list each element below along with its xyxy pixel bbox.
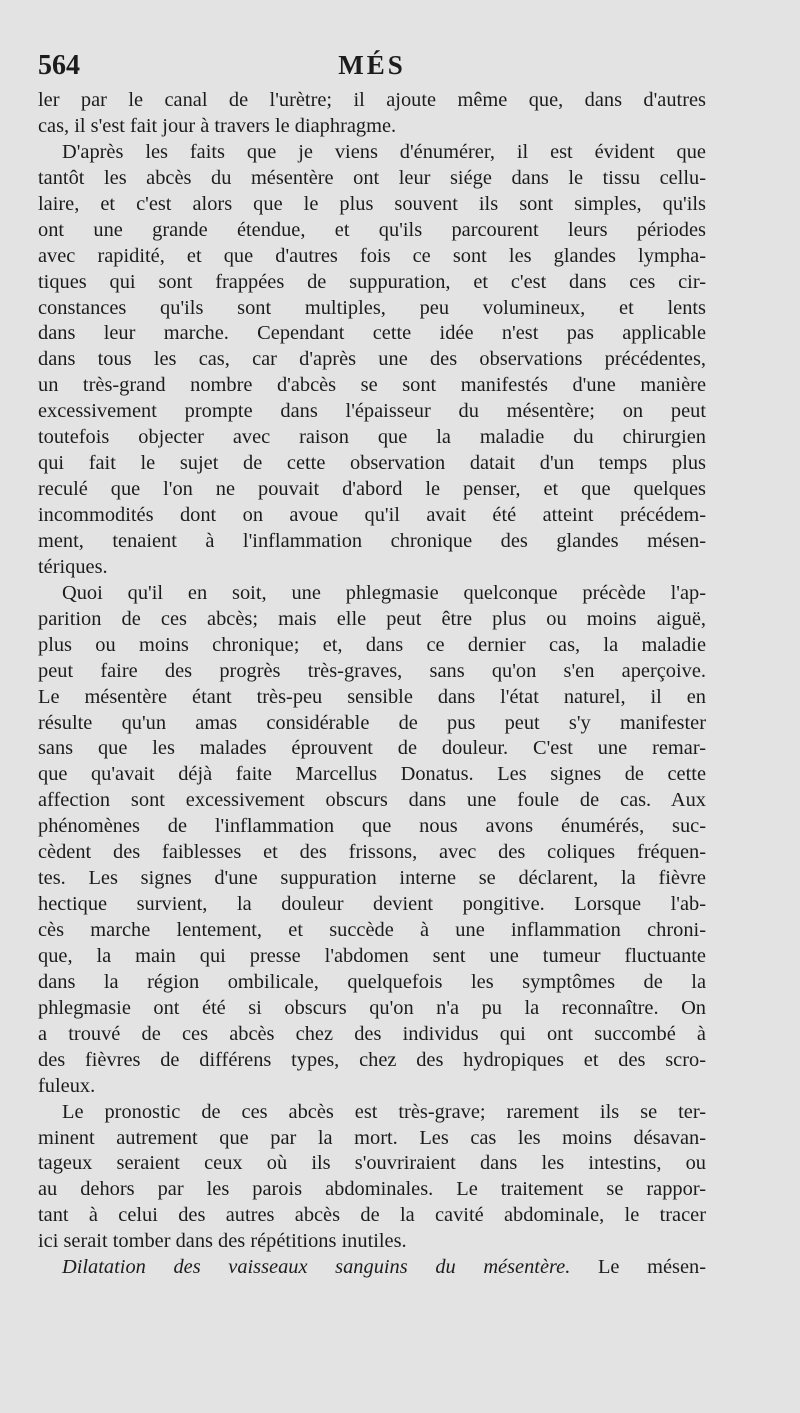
text-line: minent autrement que par la mort. Les cas les moins désavan- xyxy=(38,1126,706,1149)
text-line: phlegmasie ont été si obscurs qu'on n'a pu la reconnaître. On xyxy=(38,996,706,1019)
text-line: plus ou moins chronique; et, dans ce dernier cas, la maladie xyxy=(38,633,706,656)
text-line: ont une grande étendue, et qu'ils parcourent leurs périodes xyxy=(38,218,706,241)
text-line: fuleux. xyxy=(38,1074,96,1097)
running-head: MÉS xyxy=(338,50,406,80)
text-fragment: Le mésen- xyxy=(570,1256,706,1279)
text-line: cas, il s'est fait jour à travers le diaphragme. xyxy=(38,114,397,137)
text-line: affection sont excessivement obscurs dans une foule de cas. Aux xyxy=(38,789,706,812)
text-line: que qu'avait déjà faite Marcellus Donatus. Les signes de cette xyxy=(38,763,706,786)
text-line: tantôt les abcès du mésentère ont leur siége dans le tissu cellu- xyxy=(38,166,706,189)
body-text xyxy=(38,88,706,1281)
text-line: résulte qu'un amas considérable de pus peut s'y manifester xyxy=(38,711,706,734)
text-line: ici serait tomber dans des répétitions inutiles. xyxy=(38,1230,407,1253)
text-line: un très-grand nombre d'abcès se sont manifestés d'une manière xyxy=(38,374,706,397)
text-line: ment, tenaient à l'inflammation chronique des glandes mésen- xyxy=(38,529,706,552)
page-header xyxy=(38,50,706,90)
text-line: sans que les malades éprouvent de douleur. C'est une remar- xyxy=(38,737,706,760)
text-line: dans leur marche. Cependant cette idée n'est pas applicable xyxy=(38,322,706,345)
section-heading: Dilatation des vaisseaux sanguins du mésentère. xyxy=(62,1256,571,1279)
text-line xyxy=(38,1255,706,1281)
text-line: tes. Les signes d'une suppuration interne se déclarent, la fièvre xyxy=(38,867,706,890)
text-line: tant à celui des autres abcès de la cavité abdominale, le tracer xyxy=(38,1204,706,1227)
text-line: dans tous les cas, car d'après une des observations précédentes, xyxy=(38,348,706,371)
text-line: parition de ces abcès; mais elle peut être plus ou moins aiguë, xyxy=(38,607,706,630)
text-line: reculé que l'on ne pouvait d'abord le penser, et que quelques xyxy=(38,478,706,501)
text-line: dans la région ombilicale, quelquefois les symptômes de la xyxy=(38,970,706,993)
text-line: cès marche lentement, et succède à une inflammation chroni- xyxy=(38,919,706,941)
text-line: Quoi qu'il en soit, une phlegmasie quelconque précède l'ap- xyxy=(62,581,706,604)
text-line: tériques. xyxy=(38,555,108,578)
text-line: constances qu'ils sont multiples, peu volumineux, et lents xyxy=(38,296,706,319)
text-line: que, la main qui presse l'abdomen sent une tumeur fluctuante xyxy=(38,944,706,967)
text-line: incommodités dont on avoue qu'il avait été atteint précédem- xyxy=(38,504,706,526)
text-line: ler par le canal de l'urètre; il ajoute même que, dans d'autres xyxy=(38,89,706,111)
text-line: peut faire des progrès très-graves, sans qu'on s'en aperçoive. xyxy=(38,659,706,682)
page-number: 564 xyxy=(38,50,80,81)
text-line: tiques qui sont frappées de suppuration, et c'est dans ces cir- xyxy=(38,270,706,293)
text-line: qui fait le sujet de cette observation datait d'un temps plus xyxy=(38,452,706,475)
text-line: tageux seraient ceux où ils s'ouvriraient dans les intestins, ou xyxy=(38,1152,706,1175)
text-line: Le mésentère étant très-peu sensible dans l'état naturel, il en xyxy=(38,685,706,708)
text-line: cèdent des faiblesses et des frissons, avec des coliques fréquen- xyxy=(38,841,706,864)
text-line: Le pronostic de ces abcès est très-grave; rarement ils se ter- xyxy=(62,1100,706,1123)
text-line: phénomènes de l'inflammation que nous avons énumérés, suc- xyxy=(38,815,706,838)
text-line: toutefois objecter avec raison que la maladie du chirurgien xyxy=(38,426,706,449)
text-line: excessivement prompte dans l'épaisseur du mésentère; on peut xyxy=(38,400,706,423)
text-line: des fièvres de différens types, chez des hydropiques et des scro- xyxy=(38,1048,706,1071)
text-line: a trouvé de ces abcès chez des individus qui ont succombé à xyxy=(38,1022,706,1045)
text-line: au dehors par les parois abdominales. Le traitement se rappor- xyxy=(38,1178,706,1201)
text-line: D'après les faits que je viens d'énumérer, il est évident que xyxy=(62,140,706,163)
text-line: laire, et c'est alors que le plus souvent ils sont simples, qu'ils xyxy=(38,192,706,215)
text-line: avec rapidité, et que d'autres fois ce sont les glandes lympha- xyxy=(38,244,706,267)
text-line: hectique survient, la douleur devient pongitive. Lorsque l'ab- xyxy=(38,893,706,916)
